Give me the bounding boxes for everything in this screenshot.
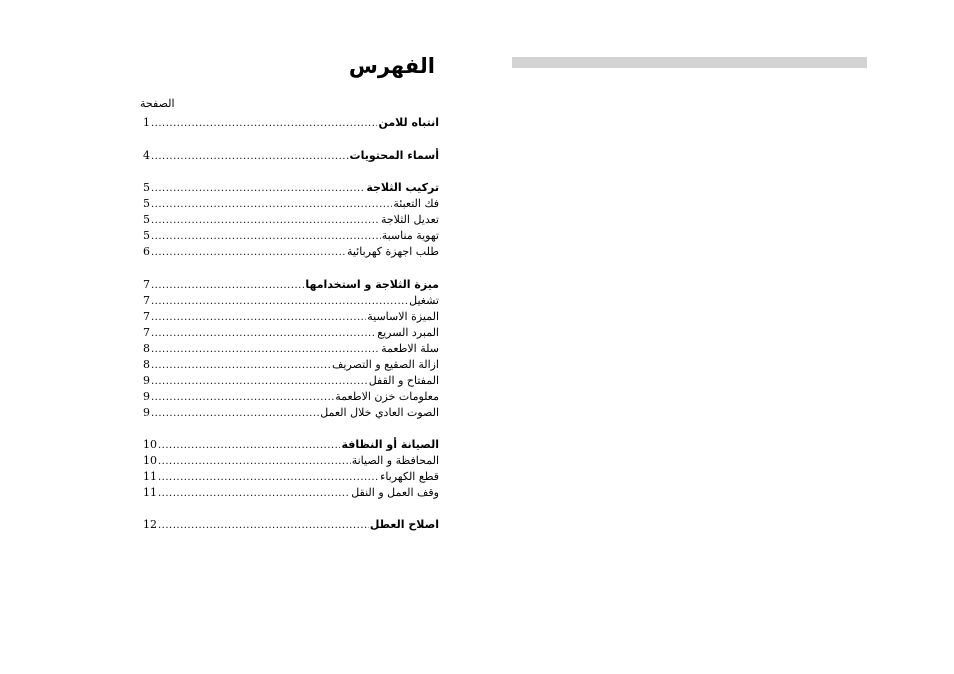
toc-leader-dots <box>158 488 350 500</box>
toc-page-number: 12 <box>143 518 157 531</box>
toc-entry-title: اصلاح العطل <box>369 518 439 531</box>
toc-row[interactable] <box>143 340 439 356</box>
toc-row[interactable] <box>143 452 439 468</box>
toc-entry-title: معلومات خزن الاطعمة <box>335 390 439 403</box>
toc-page-number: 7 <box>143 294 150 307</box>
toc-leader-dots <box>158 456 351 468</box>
toc-entry-title: المفتاح و القفل <box>368 374 439 387</box>
toc-leader-dots <box>158 472 379 484</box>
toc-row[interactable] <box>143 308 439 324</box>
toc-row[interactable] <box>143 195 439 211</box>
toc-page-number: 8 <box>143 342 150 355</box>
toc-row[interactable] <box>143 227 439 243</box>
toc-entry-title: طلب اجهزة كهربائية <box>346 245 439 258</box>
toc-row[interactable] <box>143 114 439 130</box>
toc-entry-title: الصيانة أو النظافة <box>341 438 439 451</box>
toc-entry-title: ميزة الثلاجة و استخدامها <box>305 278 439 291</box>
toc-leader-dots <box>151 328 376 340</box>
toc-leader-dots <box>151 408 319 420</box>
toc-leader-dots <box>151 199 392 211</box>
toc-page-number: 7 <box>143 326 150 339</box>
toc-leader-dots <box>151 215 380 227</box>
toc-row[interactable] <box>143 292 439 308</box>
toc-entry-title: تشغيل <box>409 294 439 307</box>
toc-row[interactable] <box>143 276 439 292</box>
toc-row[interactable] <box>143 388 439 404</box>
toc-entry-title: قطع الكهرباء <box>380 470 439 483</box>
toc-page-number: 9 <box>143 406 150 419</box>
toc-page-number: 7 <box>143 310 150 323</box>
toc-leader-dots <box>151 296 408 308</box>
toc-page-number: 10 <box>143 438 157 451</box>
toc-row[interactable] <box>143 436 439 452</box>
toc-page-number: 5 <box>143 229 150 242</box>
toc-page-number: 8 <box>143 358 150 371</box>
toc-leader-dots <box>151 392 334 404</box>
toc-entry-title: الصوت العادي خلال العمل <box>320 406 439 419</box>
toc-leader-dots <box>151 247 346 259</box>
toc-page-number: 11 <box>143 486 157 499</box>
toc-row[interactable] <box>143 516 439 532</box>
toc-row[interactable] <box>143 404 439 420</box>
toc-leader-dots <box>151 312 366 324</box>
toc-row[interactable] <box>143 243 439 259</box>
toc-leader-dots <box>151 360 331 372</box>
toc-row[interactable] <box>143 468 439 484</box>
toc-page-number: 5 <box>143 197 150 210</box>
toc-page-number: 6 <box>143 245 150 258</box>
toc-entry-title: أسماء المحتويات <box>349 149 439 162</box>
toc-entry-title: تعديل الثلاجة <box>380 213 439 226</box>
toc-leader-dots <box>151 151 349 163</box>
toc-entry-title: انتباه للامن <box>378 116 439 129</box>
toc-page-number: 5 <box>143 213 150 226</box>
toc-row[interactable] <box>143 324 439 340</box>
toc-entry-title: المحافظة و الصيانة <box>351 454 439 467</box>
toc-row[interactable] <box>143 484 439 500</box>
toc-entry-title: المبرد السريع <box>377 326 439 339</box>
toc-page-number: 1 <box>143 116 150 129</box>
toc-leader-dots <box>151 118 377 130</box>
toc-page-number: 5 <box>143 181 150 194</box>
page-header-bar <box>512 57 867 68</box>
toc-entry-title: تهوية مناسبة <box>381 229 439 242</box>
toc-entry-title: الميزة الاساسية <box>367 310 439 323</box>
toc-entry-title: سلة الاطعمة <box>381 342 439 355</box>
toc-leader-dots <box>151 231 381 243</box>
toc-leader-dots <box>151 376 368 388</box>
toc-leader-dots <box>151 280 304 292</box>
toc-leader-dots <box>151 183 365 195</box>
toc-page-number: 7 <box>143 278 150 291</box>
toc-row[interactable] <box>143 147 439 163</box>
page-title: الفهرس <box>348 54 435 78</box>
toc-leader-dots <box>158 440 340 452</box>
toc-row[interactable] <box>143 356 439 372</box>
toc-leader-dots <box>158 520 369 532</box>
toc-entry-title: ازالة الصقيع و التصريف <box>332 358 439 371</box>
toc-page-number: 10 <box>143 454 157 467</box>
toc-row[interactable] <box>143 372 439 388</box>
toc-entry-title: فك التعبئة <box>393 197 439 210</box>
toc-page-number: 9 <box>143 374 150 387</box>
toc-page-number: 9 <box>143 390 150 403</box>
toc-page-number: 4 <box>143 149 150 162</box>
toc-row[interactable] <box>143 211 439 227</box>
toc-entry-title: وقف العمل و النقل <box>351 486 439 499</box>
toc-entry-title: تركيب الثلاجة <box>366 181 439 194</box>
toc-row[interactable] <box>143 179 439 195</box>
toc-leader-dots <box>151 344 380 356</box>
toc-page-number: 11 <box>143 470 157 483</box>
page-column-label: الصفحة <box>140 97 175 110</box>
